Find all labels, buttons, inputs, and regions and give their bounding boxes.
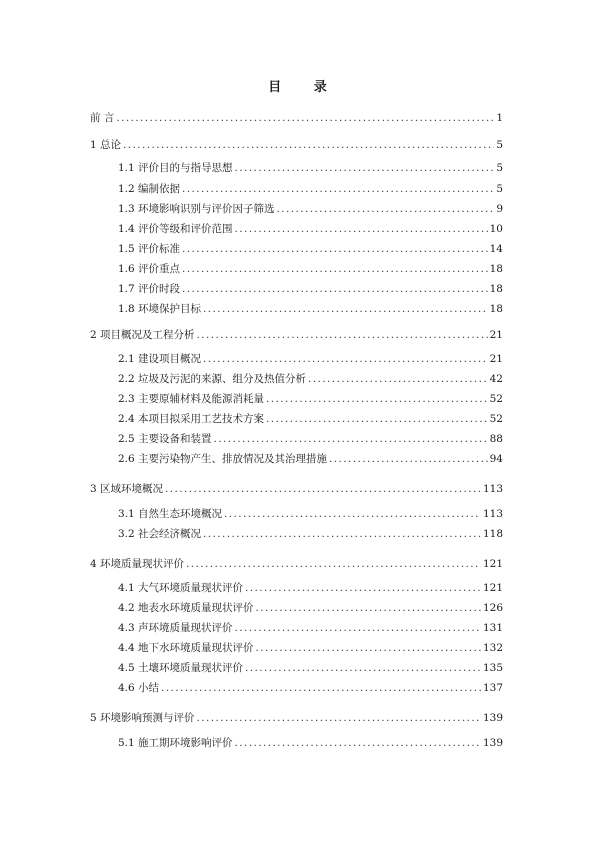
toc-entry-title: 4.6 小结 <box>118 682 160 694</box>
toc-chapter-entry <box>90 327 503 343</box>
toc-section-entry <box>118 301 503 317</box>
toc-dot-leader <box>123 137 494 153</box>
toc-entry-title: 5.1 施工期环境影响评价 <box>118 737 233 749</box>
toc-dot-leader <box>308 371 488 387</box>
toc-dot-leader <box>203 301 488 317</box>
toc-dot-leader <box>329 451 488 467</box>
toc-page-number: 52 <box>489 393 503 405</box>
toc-chapter-entry <box>90 110 503 126</box>
toc-entry-title: 1.3 环境影响识别与评价因子筛选 <box>118 203 275 215</box>
toc-section-entry <box>118 241 503 257</box>
toc-page-number: 18 <box>489 263 503 275</box>
toc-dot-leader <box>235 160 495 176</box>
toc-dot-leader <box>235 735 481 751</box>
toc-page-number: 5 <box>496 139 503 151</box>
toc-section-entry <box>118 181 503 197</box>
toc-entry-title: 1.2 编制依据 <box>118 183 181 195</box>
toc-section-entry <box>118 281 503 297</box>
toc-section-entry <box>118 660 503 676</box>
toc-section-entry <box>118 411 503 427</box>
toc-page-number: 121 <box>482 558 503 570</box>
toc-entry-title: 4.4 地下水环境质量现状评价 <box>118 642 254 654</box>
toc-section-entry <box>118 640 503 656</box>
toc-page-number: 5 <box>496 183 503 195</box>
toc-page-number: 9 <box>496 203 503 215</box>
toc-section-entry <box>118 526 503 542</box>
toc-page-number: 5 <box>496 162 503 174</box>
toc-entry-title: 2.3 主要原辅材料及能源消耗量 <box>118 393 265 405</box>
toc-dot-leader <box>214 431 488 447</box>
toc-section-entry <box>118 160 503 176</box>
toc-section-entry <box>118 261 503 277</box>
toc-entry-title: 2.4 本项目拟采用工艺技术方案 <box>118 413 265 425</box>
toc-entry-title: 4.5 土壤环境质量现状评价 <box>118 662 244 674</box>
toc-page-number: 14 <box>489 243 503 255</box>
toc-dot-leader <box>203 351 488 367</box>
toc-page-number: 21 <box>489 329 503 341</box>
toc-dot-leader <box>197 710 481 726</box>
toc-dot-leader <box>245 660 481 676</box>
toc-page-number: 21 <box>489 353 503 365</box>
toc-page-number: 10 <box>489 223 503 235</box>
toc-dot-leader <box>245 580 481 596</box>
toc-entry-title: 1 总论 <box>90 139 122 151</box>
toc-section-entry <box>118 221 503 237</box>
toc-section-entry <box>118 506 503 522</box>
toc-section-entry <box>118 580 503 596</box>
toc-page-number: 139 <box>482 737 503 749</box>
toc-entry-title: 1.8 环境保护目标 <box>118 303 202 315</box>
toc-section-entry <box>118 600 503 616</box>
toc-dot-leader <box>256 640 481 656</box>
toc-chapter-entry <box>90 481 503 497</box>
toc-section-entry <box>118 680 503 696</box>
toc-page-number: 42 <box>489 373 503 385</box>
toc-entry-title: 3.2 社会经济概况 <box>118 528 202 540</box>
toc-dot-leader <box>203 526 481 542</box>
toc-dot-leader <box>186 556 481 572</box>
toc-section-entry <box>118 620 503 636</box>
toc-entry-title: 2.6 主要污染物产生、排放情况及其治理措施 <box>118 453 328 465</box>
toc-entry-title: 1.7 评价时段 <box>118 283 181 295</box>
toc-page-number: 52 <box>489 413 503 425</box>
toc-page-number: 113 <box>482 483 503 495</box>
toc-dot-leader <box>266 411 488 427</box>
toc-section-entry <box>118 371 503 387</box>
page-title: 目 录 <box>268 80 341 95</box>
toc-dot-leader <box>277 201 495 217</box>
toc-dot-leader <box>235 620 481 636</box>
toc-chapter-entry <box>90 556 503 572</box>
toc-page-number: 135 <box>482 662 503 674</box>
toc-entry-title: 1.5 评价标准 <box>118 243 181 255</box>
toc-entry-title: 3 区域环境概况 <box>90 483 164 495</box>
toc-dot-leader <box>182 261 488 277</box>
toc-dot-leader <box>256 600 481 616</box>
toc-page-number: 18 <box>489 283 503 295</box>
toc-page-number: 88 <box>489 433 503 445</box>
toc-entry-title: 4.2 地表水环境质量现状评价 <box>118 602 254 614</box>
toc-entry-title: 2.1 建设项目概况 <box>118 353 202 365</box>
toc-dot-leader <box>182 181 494 197</box>
toc-page-number: 1 <box>496 112 503 124</box>
toc-dot-leader <box>182 241 488 257</box>
toc-dot-leader <box>235 221 488 237</box>
toc-entry-title: 1.6 评价重点 <box>118 263 181 275</box>
toc-page-number: 126 <box>482 602 503 614</box>
toc-entry-title: 2 项目概况及工程分析 <box>90 329 195 341</box>
toc-entry-title: 2.2 垃圾及污泥的来源、组分及热值分析 <box>118 373 307 385</box>
toc-dot-leader <box>116 110 494 126</box>
toc-page-number: 139 <box>482 712 503 724</box>
toc-entry-title: 2.5 主要设备和装置 <box>118 433 212 445</box>
toc-entry-title: 前 言 <box>90 112 115 124</box>
toc-page-number: 18 <box>489 303 503 315</box>
toc-dot-leader <box>266 391 488 407</box>
toc-page-number: 131 <box>482 622 503 634</box>
toc-section-entry <box>118 351 503 367</box>
toc-dot-leader <box>224 506 481 522</box>
toc-section-entry <box>118 451 503 467</box>
toc-chapter-entry <box>90 137 503 153</box>
toc-dot-leader <box>182 281 488 297</box>
toc-section-entry <box>118 431 503 447</box>
toc-page-number: 121 <box>482 582 503 594</box>
toc-dot-leader <box>197 327 488 343</box>
toc-entry-title: 1.1 评价目的与指导思想 <box>118 162 233 174</box>
toc-entry-title: 5 环境影响预测与评价 <box>90 712 195 724</box>
toc-page-number: 113 <box>482 508 503 520</box>
toc-entry-title: 1.4 评价等级和评价范围 <box>118 223 233 235</box>
toc-page-number: 118 <box>482 528 503 540</box>
toc-page-number: 132 <box>482 642 503 654</box>
toc-entry-title: 4.1 大气环境质量现状评价 <box>118 582 244 594</box>
toc-section-entry <box>118 735 503 751</box>
toc-section-entry <box>118 391 503 407</box>
toc-section-entry <box>118 201 503 217</box>
toc-page-number: 137 <box>482 682 503 694</box>
toc-dot-leader <box>165 481 481 497</box>
toc-entry-title: 4.3 声环境质量现状评价 <box>118 622 233 634</box>
toc-chapter-entry <box>90 710 503 726</box>
toc-page-number: 94 <box>489 453 503 465</box>
toc-dot-leader <box>161 680 481 696</box>
toc-entry-title: 4 环境质量现状评价 <box>90 558 185 570</box>
toc-entry-title: 3.1 自然生态环境概况 <box>118 508 223 520</box>
